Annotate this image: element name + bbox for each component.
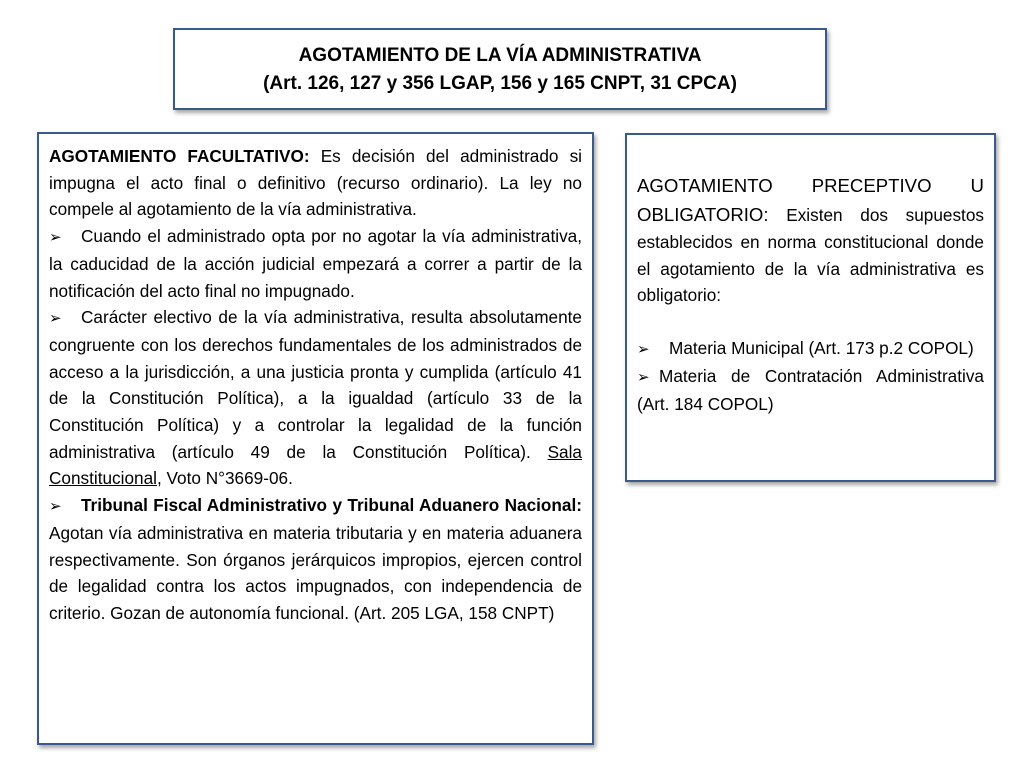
bullet-1-text: Cuando el administrado opta por no agotar la vía administrativa, la caducidad de la acción judicial empezará a correr a partir de la notificación del acto final no impugnado. xyxy=(49,226,582,301)
bullet-2-text: Carácter electivo de la vía administrativa, resulta absolutamente congruente con los derechos fundamentales de los administrados de acceso a la jurisdicción, a una justicia pronta y cumplida (artículo 41 de la Constitución Política), a la igualdad (artículo 33 de la Constitución Política) y a controlar la legalidad de la función administrativa (artículo 49 de la Constitución Política). xyxy=(49,307,582,462)
arrow-bullet-icon: ➢ xyxy=(637,367,650,386)
facultativo-bullet-1 xyxy=(49,223,582,304)
facultativo-heading: AGOTAMIENTO FACULTATIVO: xyxy=(49,146,310,166)
facultativo-intro-text: Es decisión del administrado si impugna el acto final o definitivo (recurso ordinario). La ley no compele al agotamiento de la vía administrativa. xyxy=(49,146,582,220)
preceptivo-bullet-1 xyxy=(637,335,984,363)
arrow-bullet-icon: ➢ xyxy=(49,309,62,328)
facultativo-intro xyxy=(49,143,582,223)
title-line-1: AGOTAMIENTO DE LA VÍA ADMINISTRATIVA xyxy=(298,45,702,66)
facultativo-bullet-3 xyxy=(49,492,582,627)
preceptivo-bullet-1-text: Materia Municipal (Art. 173 p.2 COPOL) xyxy=(669,338,974,359)
preceptivo-intro-text: Existen dos supuestos establecidos en norma constitucional donde el agotamiento de la vía administrativa es obligatorio: xyxy=(637,205,984,306)
bullet-3-text: Agotan vía administrativa en materia tributaria y en materia aduanera respectivamente. Son órganos jerárquicos impropios, ejercen control de legalidad contra los actos impugnados, con independencia de criterio. Gozan de autonomía funcional. (Art. 205 LGA, 158 CNPT) xyxy=(49,522,582,623)
facultativo-bullet-2 xyxy=(49,304,582,492)
spacer xyxy=(637,309,984,335)
preceptivo-bullet-2 xyxy=(637,363,984,417)
preceptivo-heading: AGOTAMIENTO PRECEPTIVO U OBLIGATORIO xyxy=(637,175,984,225)
title-box xyxy=(173,28,827,110)
arrow-bullet-icon: ➢ xyxy=(637,340,650,359)
bullet-2-tail: , Voto N°3669-06. xyxy=(156,468,293,489)
title-line-2: (Art. 126, 127 y 356 LGAP, 156 y 165 CNPT, 31 CPCA) xyxy=(263,73,737,94)
preceptivo-bullet-2-text: Materia de Contratación Administrativa (Art. 184 COPOL) xyxy=(637,365,984,414)
preceptivo-intro xyxy=(637,171,984,309)
arrow-bullet-icon: ➢ xyxy=(49,228,62,247)
arrow-bullet-icon: ➢ xyxy=(49,497,62,516)
facultativo-box xyxy=(37,132,594,745)
preceptivo-box xyxy=(625,133,996,482)
sala-constitucional-link[interactable]: Sala Constitucional xyxy=(49,441,582,489)
preceptivo-colon: : xyxy=(763,204,769,225)
bullet-3-heading: Tribunal Fiscal Administrativo y Tribunal Aduanero Nacional: xyxy=(81,495,582,516)
